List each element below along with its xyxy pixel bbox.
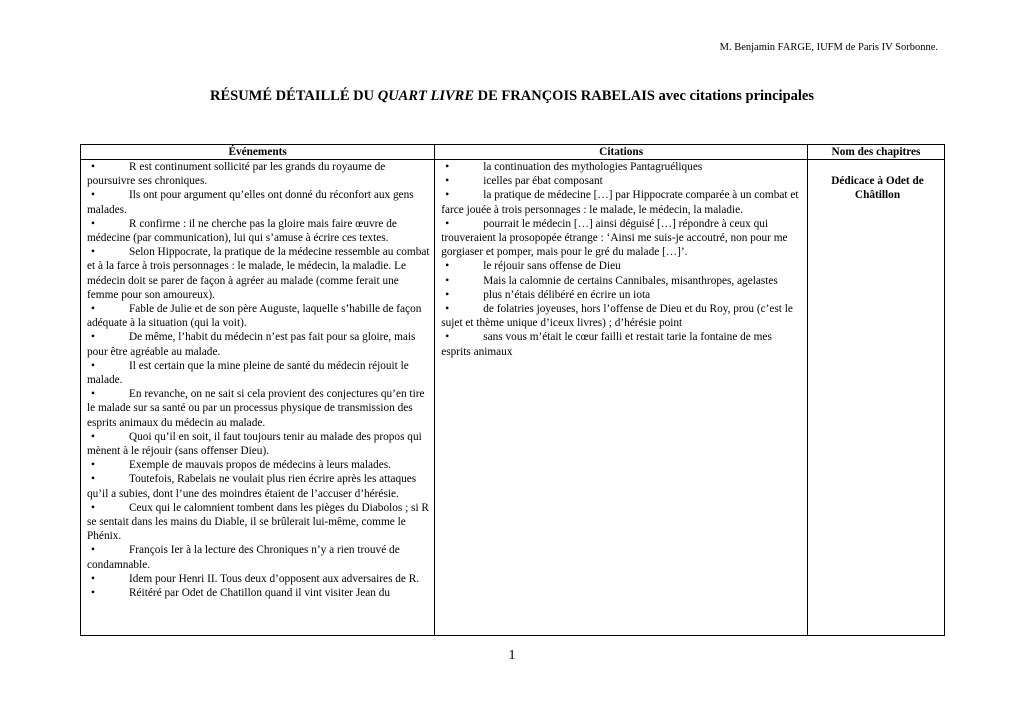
list-item: •Idem pour Henri II. Tous deux d’opposent aux adversaires de R. [87,572,431,586]
list-item: •plus n’étais délibéré en écrire un iota [441,288,804,302]
bullet-icon [87,302,129,316]
list-item: •la pratique de médecine […] par Hippocrate comparée à un combat et farce jouée à trois personnages : le malade, le médecin, la maladie. [441,188,804,216]
bullet-icon [87,160,129,174]
bullet-icon [87,586,129,600]
bullet-icon [441,217,483,231]
list-item: •la continuation des mythologies Pantagruéliques [441,160,804,174]
list-item: •Toutefois, Rabelais ne voulait plus rien écrire après les attaques qu’il a subies, dont l’une des moindres étaient de l’accuser d’hérésie. [87,472,431,500]
list-item: •Selon Hippocrate, la pratique de la médecine ressemble au combat et à la farce à trois personnages : le malade, le médecin, la maladie. Le médecin doit se parer de façon à agréer au malade (comme ferait une femme pour son amoureux). [87,245,431,302]
evenements-list [87,160,431,600]
list-item: •Il est certain que la mine pleine de santé du médecin réjouit le malade. [87,359,431,387]
list-item: •Ils ont pour argument qu’elles ont donné du réconfort aux gens malades. [87,188,431,216]
page-number: 1 [508,648,516,663]
table-row [81,160,945,636]
list-item: •sans vous m’était le cœur failli et restait tarie la fontaine de mes esprits animaux [441,330,804,358]
bullet-icon [87,359,129,373]
list-item: •le réjouir sans offense de Dieu [441,259,804,273]
bullet-icon [87,501,129,515]
list-item: •Ceux qui le calomnient tombent dans les pièges du Diabolos ; si R se sentait dans les mains du Diable, il se brûlerait lui-même, comme le Phénix. [87,501,431,544]
bullet-icon [441,160,483,174]
bullet-icon [441,302,483,316]
bullet-icon [441,274,483,288]
table-header-row [81,145,945,160]
header-citations: Citations [435,145,808,160]
bullet-icon [87,217,129,231]
list-item: •De même, l’habit du médecin n’est pas fait pour sa gloire, mais pour être agréable au malade. [87,330,431,358]
bullet-icon [87,387,129,401]
list-item: •En revanche, on ne sait si cela provient des conjectures qu’en tire le malade sur sa santé ou par un processus physique de transmission des esprits animaux du médecin au malade. [87,387,431,430]
bullet-icon [87,330,129,344]
list-item: •R est continument sollicité par les grands du royaume de poursuivre ses chroniques. [87,160,431,188]
list-item: •Exemple de mauvais propos de médecins à leurs malades. [87,458,431,472]
list-item: •François Ier à la lecture des Chroniques n’y a rien trouvé de condamnable. [87,543,431,571]
citations-cell [435,160,808,636]
bullet-icon [87,472,129,486]
list-item: •Quoi qu’il en soit, il faut toujours tenir au malade des propos qui mènent à le réjouir (sans offenser Dieu). [87,430,431,458]
list-item: •de folatries joyeuses, hors l’offense de Dieu et du Roy, prou (c’est le sujet et thème unique d’iceux livres) ; d’hérésie point [441,302,804,330]
list-item: •pourrait le médecin […] ainsi déguisé […] répondre à ceux qui trouveraient la prosopopée étrange : ‘Ainsi me suis-je accoutré, non pour me gorgiaser et pomper, mais pour le gré du malade […]’. [441,217,804,260]
bullet-icon [87,458,129,472]
chapter-name: Dédicace à Odet de Châtillon [831,175,924,202]
page-title [0,88,1024,105]
summary-table [80,144,945,636]
evenements-cell [81,160,435,636]
bullet-icon [87,188,129,202]
header-chapitres: Nom des chapitres [808,145,945,160]
bullet-icon [87,245,129,259]
bullet-icon [87,572,129,586]
bullet-icon [441,259,483,273]
chapitres-cell [808,160,945,636]
title-prefix: RÉSUMÉ DÉTAILLÉ DU [210,88,378,104]
bullet-icon [441,330,483,344]
citations-list [441,160,804,359]
bullet-icon [441,174,483,188]
list-item: •R confirme : il ne cherche pas la gloire mais faire œuvre de médecine (par communication), lui qui s’amuse à écrire ces textes. [87,217,431,245]
list-item: •Fable de Julie et de son père Auguste, laquelle s’habille de façon adéquate à la situation (qui la voit). [87,302,431,330]
bullet-icon [87,543,129,557]
list-item: •icelles par ébat composant [441,174,804,188]
header-author: M. Benjamin FARGE, IUFM de Paris IV Sorbonne. [719,42,938,53]
bullet-icon [87,430,129,444]
title-italic-book: QUART LIVRE [377,88,475,104]
title-suffix: DE FRANÇOIS RABELAIS avec citations principales [474,88,814,104]
bullet-icon [441,288,483,302]
bullet-icon [441,188,483,202]
header-evenements: Événements [81,145,435,160]
list-item: •Réitéré par Odet de Chatillon quand il vint visiter Jean du [87,586,431,600]
list-item: •Mais la calomnie de certains Cannibales, misanthropes, agelastes [441,274,804,288]
